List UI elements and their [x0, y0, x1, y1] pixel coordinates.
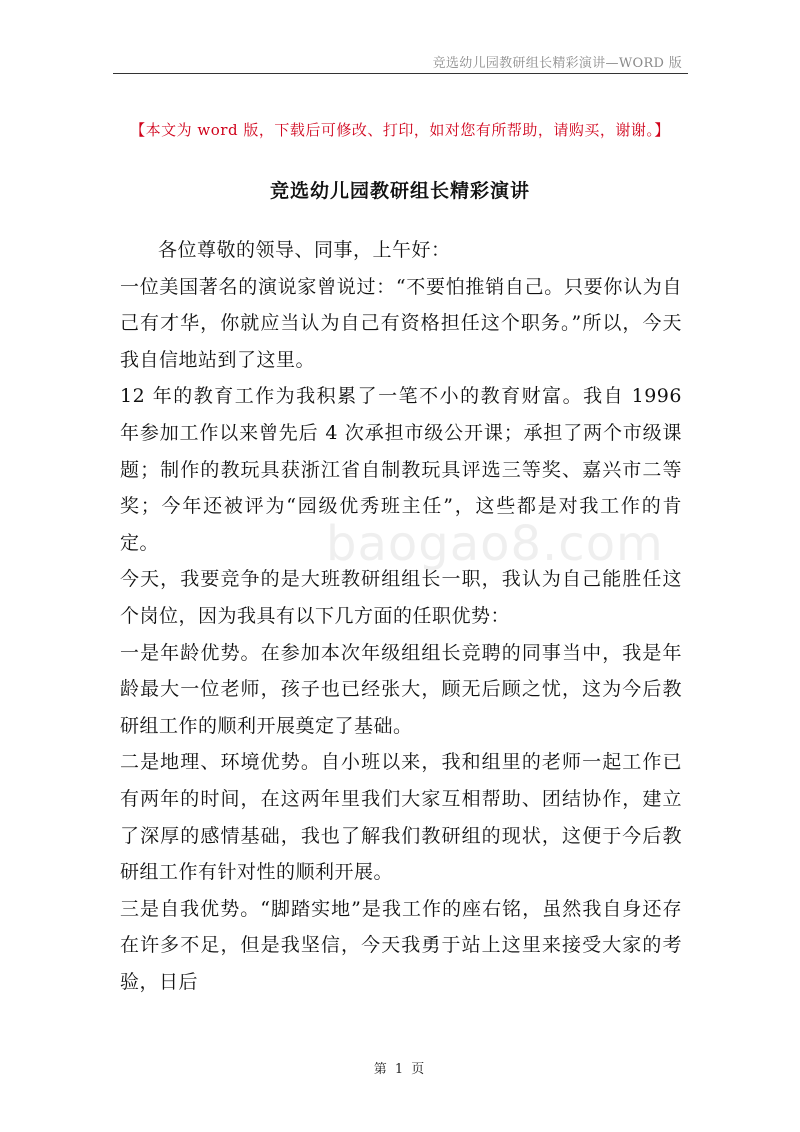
body-paragraph: 12 年的教育工作为我积累了一笔不小的教育财富。我自 1996 年参加工作以来曾先后 4 次承担市级公开课；承担了两个市级课题；制作的教玩具获浙江省自制教玩具评选三等奖、嘉兴市二等奖；今年还被评为“园级优秀班主任”，这些都是对我工作的肯定。 [120, 385, 682, 554]
body-paragraph: 二是地理、环境优势。自小班以来，我和组里的老师一起工作已有两年的时间，在这两年里我们大家互相帮助、团结协作，建立了深厚的感情基础，我也了解我们教研组的现状，这便于今后教研组工作有针对性的顺利开展。 [120, 751, 682, 884]
body-paragraph: 一位美国著名的演说家曾说过：“不要怕推销自己。只要你认为自己有才华，你就应当认为自己有资格担任这个职务。”所以，今天我自信地站到了这里。 [120, 275, 682, 371]
watermark: baogao8.com [326, 516, 664, 572]
document-title: 竞选幼儿园教研组长精彩演讲 [269, 180, 530, 202]
body-paragraph: 一是年龄优势。在参加本次年级组组长竞聘的同事当中，我是年龄最大一位老师，孩子也已经张大，顾无后顾之忧，这为今后教研组工作的顺利开展奠定了基础。 [120, 641, 682, 737]
running-header: 竞选幼儿园教研组长精彩演讲—WORD 版 [432, 56, 682, 71]
header-divider [113, 73, 688, 74]
greeting-paragraph: 各位尊敬的领导、同事，上午好： [158, 239, 451, 261]
body-paragraph: 今天，我要竞争的是大班教研组组长一职，我认为自己能胜任这个岗位，因为我具有以下几方面的任职优势： [120, 568, 682, 627]
document-body [120, 232, 682, 1000]
body-paragraph: 三是自我优势。“脚踏实地”是我工作的座右铭，虽然我自身还存在许多不足，但是我坚信，今天我勇于站上这里来接受大家的考验，日后 [120, 897, 682, 993]
page-number: 第 1 页 [373, 1062, 427, 1077]
purchase-notice: 【本文为 word 版，下载后可修改、打印，如对您有所帮助，请购买，谢谢。】 [130, 121, 670, 139]
